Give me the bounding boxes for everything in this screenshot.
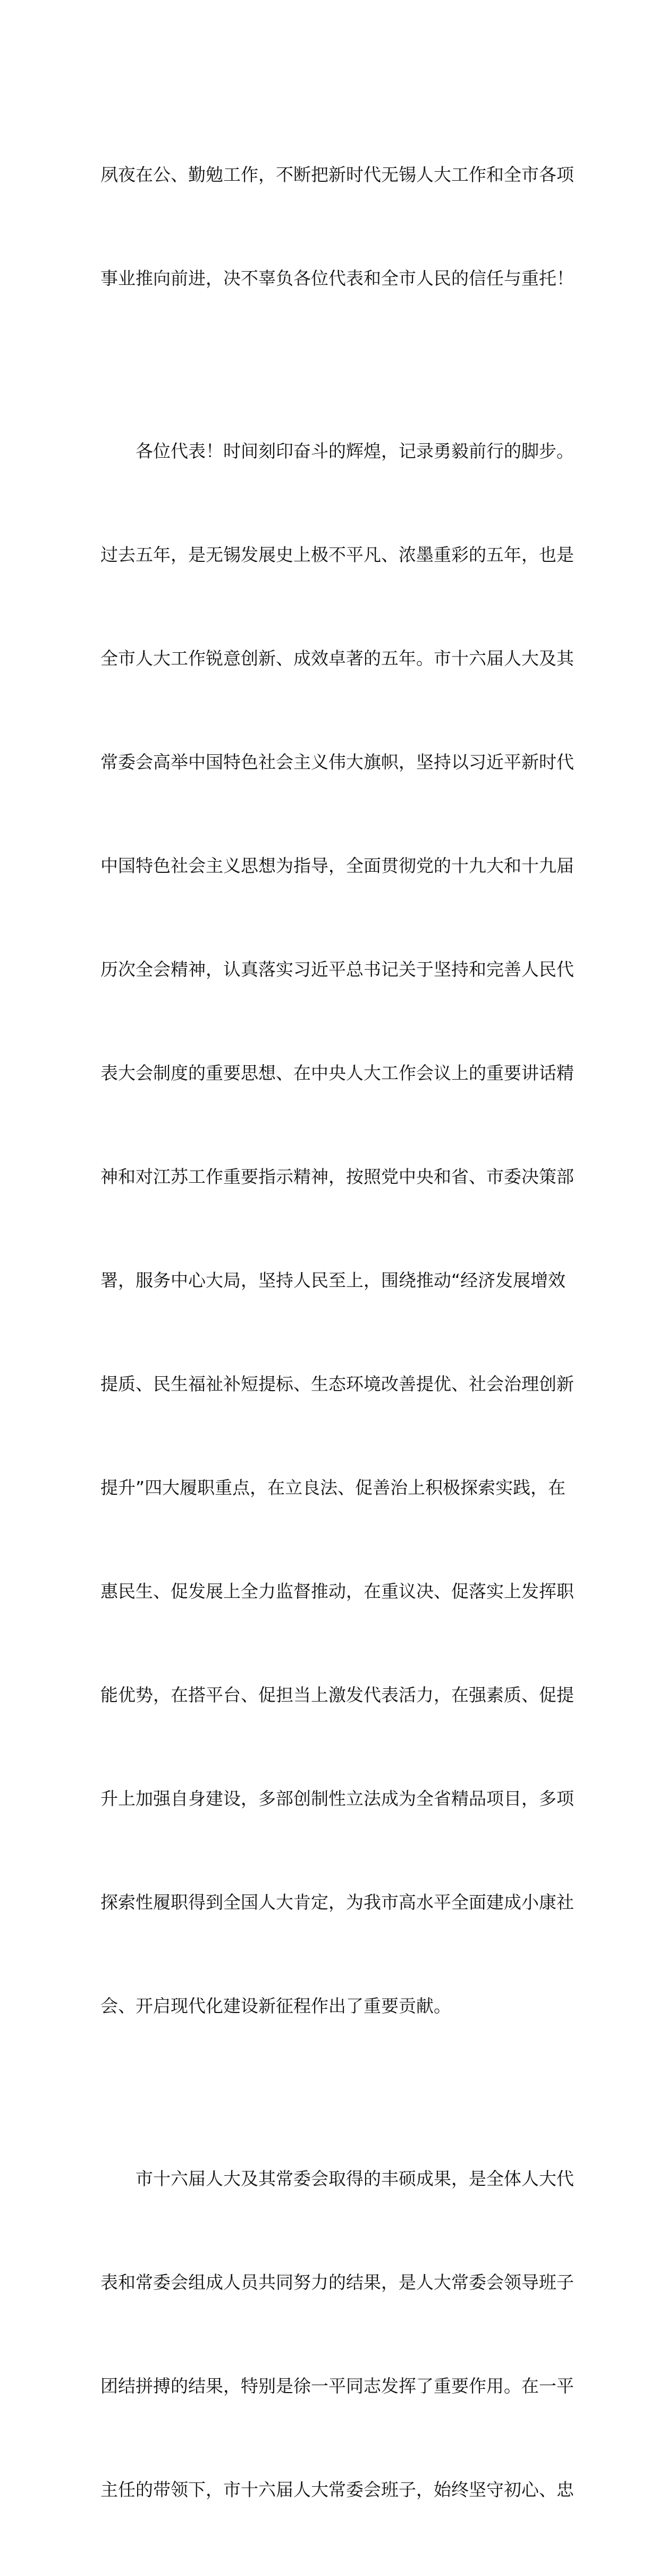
text-line: 各位代表！时间刻印奋斗的辉煌，记录勇毅前行的脚步。 <box>100 441 574 461</box>
text-line: 神和对江苏工作重要指示精神，按照党中央和省、市委决策部 <box>100 1166 574 1187</box>
text-line: 中国特色社会主义思想为指导，全面贯彻党的十九大和十九届 <box>100 855 574 876</box>
text-line: 全市人大工作锐意创新、成效卓著的五年。市十六届人大及其 <box>100 648 574 669</box>
text-line: 探索性履职得到全国人大肯定，为我市高水平全面建成小康社 <box>100 1892 574 1913</box>
paragraph-1 <box>100 88 574 365</box>
body-text <box>100 88 574 2576</box>
text-line: 能优势，在搭平台、促担当上激发代表活力，在强素质、促提 <box>100 1685 574 1705</box>
text-line: 夙夜在公、勤勉工作，不断把新时代无锡人大工作和全市各项 <box>100 164 574 185</box>
paragraph-2 <box>100 365 574 2092</box>
text-line: 常委会高举中国特色社会主义伟大旗帜，坚持以习近平新时代 <box>100 752 574 772</box>
text-line: 事业推向前进，决不辜负各位代表和全市人民的信任与重托！ <box>100 268 574 289</box>
text-line: 主任的带领下，市十六届人大常委会班子，始终坚守初心、忠 <box>100 2479 574 2500</box>
text-line: 表大会制度的重要思想、在中央人大工作会议上的重要讲话精 <box>100 1063 574 1083</box>
text-line: 升上加强自身建设，多部创制性立法成为全省精品项目，多项 <box>100 1788 574 1809</box>
text-line: 表和常委会组成人员共同努力的结果，是人大常委会领导班子 <box>100 2272 574 2293</box>
text-line: 惠民生、促发展上全力监督推动，在重议决、促落实上发挥职 <box>100 1581 574 1602</box>
text-line: 过去五年，是无锡发展史上极不平凡、浓墨重彩的五年，也是 <box>100 544 574 565</box>
text-line: 提升”四大履职重点，在立良法、促善治上积极探索实践，在 <box>100 1477 566 1498</box>
text-line: 市十六届人大及其常委会取得的丰硕成果，是全体人大代 <box>100 2168 574 2189</box>
text-line: 署，服务中心大局，坚持人民至上，围绕推动“经济发展增效 <box>100 1270 566 1291</box>
paragraph-3 <box>100 2092 574 2576</box>
text-line: 会、开启现代化建设新征程作出了重要贡献。 <box>100 1996 451 2016</box>
text-line: 历次全会精神，认真落实习近平总书记关于坚持和完善人民代 <box>100 959 574 980</box>
text-line: 团结拼搏的结果，特别是徐一平同志发挥了重要作用。在一平 <box>100 2376 574 2396</box>
text-line: 提质、民生福祉补短提标、生态环境改善提优、社会治理创新 <box>100 1374 574 1394</box>
